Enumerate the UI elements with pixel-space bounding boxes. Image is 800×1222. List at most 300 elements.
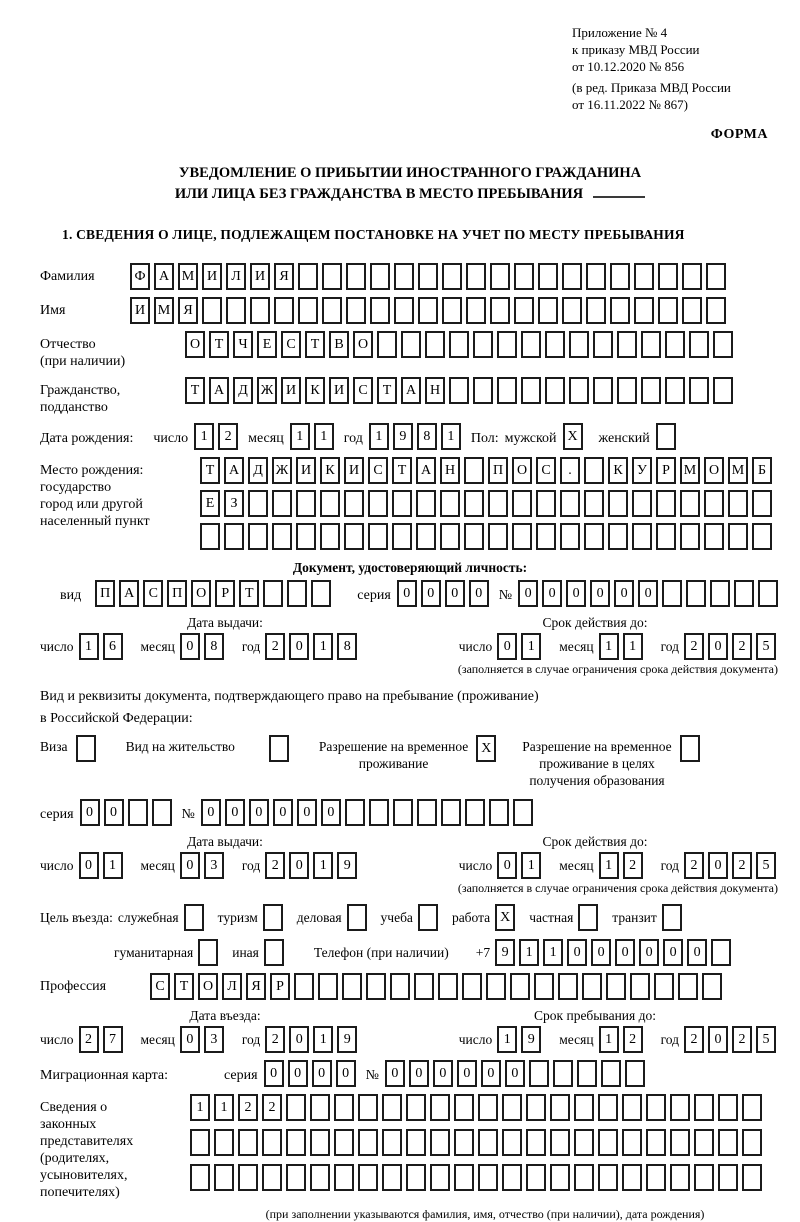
- form-cell[interactable]: С: [150, 973, 170, 1000]
- form-cell[interactable]: 0: [708, 1026, 728, 1053]
- form-cell[interactable]: [646, 1129, 666, 1156]
- form-cell[interactable]: [392, 490, 412, 517]
- form-cell[interactable]: [704, 490, 724, 517]
- form-cell[interactable]: [465, 799, 485, 826]
- form-cell[interactable]: [608, 490, 628, 517]
- form-cell[interactable]: [584, 490, 604, 517]
- form-cell[interactable]: [593, 331, 613, 358]
- form-cell[interactable]: А: [154, 263, 174, 290]
- form-cell[interactable]: Т: [209, 331, 229, 358]
- form-cell[interactable]: Я: [246, 973, 266, 1000]
- representatives-line1-input[interactable]: [190, 1094, 766, 1121]
- form-cell[interactable]: [497, 377, 517, 404]
- id-issue-day-input[interactable]: [79, 633, 127, 660]
- form-cell[interactable]: [641, 377, 661, 404]
- form-cell[interactable]: И: [344, 457, 364, 484]
- form-cell[interactable]: [512, 523, 532, 550]
- form-cell[interactable]: 1: [194, 423, 214, 450]
- form-cell[interactable]: [320, 523, 340, 550]
- form-cell[interactable]: X: [563, 423, 583, 450]
- form-cell[interactable]: [214, 1129, 234, 1156]
- form-cell[interactable]: 1: [521, 852, 541, 879]
- form-cell[interactable]: М: [154, 297, 174, 324]
- form-cell[interactable]: [569, 377, 589, 404]
- form-cell[interactable]: [569, 331, 589, 358]
- form-cell[interactable]: 1: [214, 1094, 234, 1121]
- form-cell[interactable]: [250, 297, 270, 324]
- form-cell[interactable]: [682, 263, 702, 290]
- form-cell[interactable]: 1: [599, 852, 619, 879]
- id-doc-number-input[interactable]: [518, 580, 782, 607]
- form-cell[interactable]: И: [250, 263, 270, 290]
- form-cell[interactable]: [200, 523, 220, 550]
- form-cell[interactable]: [662, 580, 682, 607]
- form-cell[interactable]: 0: [457, 1060, 477, 1087]
- form-cell[interactable]: [368, 490, 388, 517]
- form-cell[interactable]: [538, 297, 558, 324]
- form-cell[interactable]: [296, 523, 316, 550]
- form-cell[interactable]: М: [680, 457, 700, 484]
- form-cell[interactable]: 1: [190, 1094, 210, 1121]
- form-cell[interactable]: [574, 1164, 594, 1191]
- form-cell[interactable]: [298, 297, 318, 324]
- form-cell[interactable]: [514, 263, 534, 290]
- form-cell[interactable]: У: [632, 457, 652, 484]
- firstname-input[interactable]: [130, 297, 730, 324]
- surname-input[interactable]: [130, 263, 730, 290]
- form-cell[interactable]: 0: [708, 633, 728, 660]
- form-cell[interactable]: Т: [200, 457, 220, 484]
- form-cell[interactable]: [430, 1164, 450, 1191]
- form-cell[interactable]: [128, 799, 148, 826]
- form-cell[interactable]: 9: [337, 1026, 357, 1053]
- form-cell[interactable]: С: [368, 457, 388, 484]
- form-cell[interactable]: 5: [756, 1026, 776, 1053]
- form-cell[interactable]: 0: [80, 799, 100, 826]
- form-cell[interactable]: [466, 297, 486, 324]
- form-cell[interactable]: Ж: [272, 457, 292, 484]
- form-cell[interactable]: [586, 297, 606, 324]
- citizenship-input[interactable]: [185, 377, 737, 404]
- form-cell[interactable]: [728, 523, 748, 550]
- form-cell[interactable]: Т: [185, 377, 205, 404]
- temp-permit-edu-checkbox[interactable]: [680, 733, 704, 762]
- form-cell[interactable]: 1: [543, 939, 563, 966]
- form-cell[interactable]: [198, 939, 218, 966]
- form-cell[interactable]: О: [512, 457, 532, 484]
- form-cell[interactable]: [478, 1164, 498, 1191]
- form-cell[interactable]: 0: [639, 939, 659, 966]
- id-issue-year-input[interactable]: [265, 633, 361, 660]
- form-cell[interactable]: [577, 1060, 597, 1087]
- form-cell[interactable]: [713, 377, 733, 404]
- form-cell[interactable]: [190, 1129, 210, 1156]
- form-cell[interactable]: Ф: [130, 263, 150, 290]
- form-cell[interactable]: Р: [215, 580, 235, 607]
- form-cell[interactable]: 2: [623, 1026, 643, 1053]
- profession-input[interactable]: [150, 973, 726, 1000]
- form-cell[interactable]: [358, 1094, 378, 1121]
- form-cell[interactable]: [656, 423, 676, 450]
- patronymic-input[interactable]: [185, 331, 737, 358]
- form-cell[interactable]: 8: [417, 423, 437, 450]
- form-cell[interactable]: [710, 580, 730, 607]
- form-cell[interactable]: [578, 904, 598, 931]
- form-cell[interactable]: 1: [103, 852, 123, 879]
- form-cell[interactable]: [658, 263, 678, 290]
- form-cell[interactable]: [562, 297, 582, 324]
- form-cell[interactable]: 1: [79, 633, 99, 660]
- form-cell[interactable]: [377, 331, 397, 358]
- form-cell[interactable]: [263, 904, 283, 931]
- form-cell[interactable]: [622, 1094, 642, 1121]
- form-cell[interactable]: [294, 973, 314, 1000]
- form-cell[interactable]: [502, 1164, 522, 1191]
- form-cell[interactable]: [490, 297, 510, 324]
- form-cell[interactable]: [718, 1094, 738, 1121]
- form-cell[interactable]: [617, 377, 637, 404]
- form-cell[interactable]: [562, 263, 582, 290]
- form-cell[interactable]: [334, 1094, 354, 1121]
- form-cell[interactable]: 1: [441, 423, 461, 450]
- form-cell[interactable]: [593, 377, 613, 404]
- form-cell[interactable]: 5: [756, 852, 776, 879]
- form-cell[interactable]: [370, 297, 390, 324]
- form-cell[interactable]: 0: [433, 1060, 453, 1087]
- form-cell[interactable]: [617, 331, 637, 358]
- form-cell[interactable]: [706, 297, 726, 324]
- stay-doc-series-input[interactable]: [80, 799, 176, 826]
- form-cell[interactable]: 2: [684, 852, 704, 879]
- form-cell[interactable]: [370, 263, 390, 290]
- form-cell[interactable]: [658, 297, 678, 324]
- form-cell[interactable]: [202, 297, 222, 324]
- form-cell[interactable]: [686, 580, 706, 607]
- representatives-line2-input[interactable]: [190, 1129, 766, 1156]
- purpose-humanitarian-checkbox[interactable]: [198, 939, 222, 966]
- form-cell[interactable]: [529, 1060, 549, 1087]
- form-cell[interactable]: [502, 1129, 522, 1156]
- form-cell[interactable]: [680, 523, 700, 550]
- form-cell[interactable]: [454, 1094, 474, 1121]
- form-cell[interactable]: [238, 1129, 258, 1156]
- form-cell[interactable]: [742, 1094, 762, 1121]
- purpose-tourism-checkbox[interactable]: [263, 904, 287, 931]
- form-cell[interactable]: [406, 1164, 426, 1191]
- migration-card-series-input[interactable]: [264, 1060, 360, 1087]
- form-cell[interactable]: [574, 1129, 594, 1156]
- form-cell[interactable]: 0: [687, 939, 707, 966]
- form-cell[interactable]: 7: [103, 1026, 123, 1053]
- form-cell[interactable]: 0: [288, 1060, 308, 1087]
- form-cell[interactable]: [425, 331, 445, 358]
- entry-day-input[interactable]: [79, 1026, 127, 1053]
- form-cell[interactable]: [646, 1164, 666, 1191]
- form-cell[interactable]: [634, 297, 654, 324]
- form-cell[interactable]: [534, 973, 554, 1000]
- form-cell[interactable]: [382, 1094, 402, 1121]
- form-cell[interactable]: [320, 490, 340, 517]
- form-cell[interactable]: [269, 735, 289, 762]
- form-cell[interactable]: [634, 263, 654, 290]
- form-cell[interactable]: [622, 1129, 642, 1156]
- form-cell[interactable]: [248, 490, 268, 517]
- form-cell[interactable]: 6: [103, 633, 123, 660]
- form-cell[interactable]: 9: [495, 939, 515, 966]
- form-cell[interactable]: П: [167, 580, 187, 607]
- form-cell[interactable]: [606, 973, 626, 1000]
- form-cell[interactable]: 0: [321, 799, 341, 826]
- form-cell[interactable]: [678, 973, 698, 1000]
- form-cell[interactable]: Я: [178, 297, 198, 324]
- form-cell[interactable]: 0: [445, 580, 465, 607]
- form-cell[interactable]: [414, 973, 434, 1000]
- form-cell[interactable]: 2: [265, 852, 285, 879]
- form-cell[interactable]: [545, 331, 565, 358]
- form-cell[interactable]: [656, 490, 676, 517]
- form-cell[interactable]: 0: [469, 580, 489, 607]
- form-cell[interactable]: [610, 263, 630, 290]
- form-cell[interactable]: [680, 735, 700, 762]
- form-cell[interactable]: Д: [248, 457, 268, 484]
- form-cell[interactable]: [718, 1164, 738, 1191]
- form-cell[interactable]: И: [202, 263, 222, 290]
- form-cell[interactable]: [521, 377, 541, 404]
- form-cell[interactable]: [416, 490, 436, 517]
- form-cell[interactable]: [418, 297, 438, 324]
- form-cell[interactable]: С: [281, 331, 301, 358]
- form-cell[interactable]: [430, 1129, 450, 1156]
- form-cell[interactable]: М: [728, 457, 748, 484]
- form-cell[interactable]: [449, 331, 469, 358]
- form-cell[interactable]: [632, 523, 652, 550]
- form-cell[interactable]: [214, 1164, 234, 1191]
- form-cell[interactable]: [248, 523, 268, 550]
- form-cell[interactable]: [264, 939, 284, 966]
- form-cell[interactable]: [366, 973, 386, 1000]
- id-doc-series-input[interactable]: [397, 580, 493, 607]
- form-cell[interactable]: К: [305, 377, 325, 404]
- form-cell[interactable]: 0: [312, 1060, 332, 1087]
- stay-valid-day-input[interactable]: [497, 852, 545, 879]
- form-cell[interactable]: Л: [222, 973, 242, 1000]
- form-cell[interactable]: [263, 580, 283, 607]
- form-cell[interactable]: [553, 1060, 573, 1087]
- form-cell[interactable]: [625, 1060, 645, 1087]
- form-cell[interactable]: [274, 297, 294, 324]
- id-valid-year-input[interactable]: [684, 633, 780, 660]
- form-cell[interactable]: [298, 263, 318, 290]
- form-cell[interactable]: [238, 1164, 258, 1191]
- form-cell[interactable]: 0: [289, 1026, 309, 1053]
- form-cell[interactable]: 1: [313, 852, 333, 879]
- form-cell[interactable]: [344, 523, 364, 550]
- form-cell[interactable]: [76, 735, 96, 762]
- form-cell[interactable]: [478, 1129, 498, 1156]
- form-cell[interactable]: [526, 1094, 546, 1121]
- form-cell[interactable]: [369, 799, 389, 826]
- form-cell[interactable]: [272, 490, 292, 517]
- form-cell[interactable]: [310, 1164, 330, 1191]
- form-cell[interactable]: 0: [180, 1026, 200, 1053]
- form-cell[interactable]: [464, 523, 484, 550]
- form-cell[interactable]: [345, 799, 365, 826]
- form-cell[interactable]: О: [191, 580, 211, 607]
- form-cell[interactable]: 1: [313, 1026, 333, 1053]
- form-cell[interactable]: 0: [289, 633, 309, 660]
- form-cell[interactable]: Т: [392, 457, 412, 484]
- form-cell[interactable]: [689, 331, 709, 358]
- form-cell[interactable]: М: [178, 263, 198, 290]
- form-cell[interactable]: [704, 523, 724, 550]
- purpose-business-checkbox[interactable]: [347, 904, 371, 931]
- form-cell[interactable]: К: [608, 457, 628, 484]
- id-issue-month-input[interactable]: [180, 633, 228, 660]
- form-cell[interactable]: [440, 523, 460, 550]
- form-cell[interactable]: 0: [497, 852, 517, 879]
- form-cell[interactable]: [752, 523, 772, 550]
- form-cell[interactable]: [310, 1129, 330, 1156]
- form-cell[interactable]: [610, 297, 630, 324]
- form-cell[interactable]: [441, 799, 461, 826]
- form-cell[interactable]: [752, 490, 772, 517]
- form-cell[interactable]: [310, 1094, 330, 1121]
- form-cell[interactable]: К: [320, 457, 340, 484]
- migration-card-number-input[interactable]: [385, 1060, 649, 1087]
- form-cell[interactable]: [440, 490, 460, 517]
- form-cell[interactable]: [286, 1164, 306, 1191]
- form-cell[interactable]: [296, 490, 316, 517]
- sex-male-checkbox[interactable]: [563, 423, 587, 450]
- form-cell[interactable]: [382, 1164, 402, 1191]
- form-cell[interactable]: [478, 1094, 498, 1121]
- form-cell[interactable]: А: [416, 457, 436, 484]
- form-cell[interactable]: [713, 331, 733, 358]
- form-cell[interactable]: [502, 1094, 522, 1121]
- form-cell[interactable]: [262, 1164, 282, 1191]
- form-cell[interactable]: [286, 1129, 306, 1156]
- form-cell[interactable]: 2: [732, 852, 752, 879]
- form-cell[interactable]: Р: [656, 457, 676, 484]
- form-cell[interactable]: [521, 331, 541, 358]
- form-cell[interactable]: [598, 1164, 618, 1191]
- form-cell[interactable]: И: [130, 297, 150, 324]
- form-cell[interactable]: X: [476, 735, 496, 762]
- form-cell[interactable]: 0: [336, 1060, 356, 1087]
- purpose-other-checkbox[interactable]: [264, 939, 288, 966]
- form-cell[interactable]: О: [353, 331, 373, 358]
- form-cell[interactable]: Я: [274, 263, 294, 290]
- sex-female-checkbox[interactable]: [656, 423, 680, 450]
- form-cell[interactable]: [226, 297, 246, 324]
- stay-doc-number-input[interactable]: [201, 799, 537, 826]
- form-cell[interactable]: 1: [623, 633, 643, 660]
- form-cell[interactable]: [550, 1164, 570, 1191]
- form-cell[interactable]: Е: [257, 331, 277, 358]
- form-cell[interactable]: 1: [521, 633, 541, 660]
- form-cell[interactable]: С: [536, 457, 556, 484]
- visa-checkbox[interactable]: [76, 733, 100, 762]
- form-cell[interactable]: 0: [567, 939, 587, 966]
- form-cell[interactable]: 0: [397, 580, 417, 607]
- form-cell[interactable]: [454, 1164, 474, 1191]
- form-cell[interactable]: [464, 490, 484, 517]
- form-cell[interactable]: 0: [409, 1060, 429, 1087]
- form-cell[interactable]: [358, 1129, 378, 1156]
- form-cell[interactable]: [670, 1129, 690, 1156]
- form-cell[interactable]: [608, 523, 628, 550]
- form-cell[interactable]: [466, 263, 486, 290]
- stay-issue-year-input[interactable]: [265, 852, 361, 879]
- form-cell[interactable]: [358, 1164, 378, 1191]
- form-cell[interactable]: О: [198, 973, 218, 1000]
- form-cell[interactable]: [368, 523, 388, 550]
- form-cell[interactable]: [689, 377, 709, 404]
- form-cell[interactable]: 0: [638, 580, 658, 607]
- form-cell[interactable]: [630, 973, 650, 1000]
- form-cell[interactable]: 2: [218, 423, 238, 450]
- form-cell[interactable]: [473, 331, 493, 358]
- form-cell[interactable]: 0: [225, 799, 245, 826]
- form-cell[interactable]: П: [488, 457, 508, 484]
- form-cell[interactable]: [190, 1164, 210, 1191]
- form-cell[interactable]: [702, 973, 722, 1000]
- form-cell[interactable]: [454, 1129, 474, 1156]
- form-cell[interactable]: [694, 1094, 714, 1121]
- form-cell[interactable]: [662, 904, 682, 931]
- form-cell[interactable]: [598, 1094, 618, 1121]
- form-cell[interactable]: И: [281, 377, 301, 404]
- form-cell[interactable]: В: [329, 331, 349, 358]
- form-cell[interactable]: 2: [238, 1094, 258, 1121]
- form-cell[interactable]: С: [143, 580, 163, 607]
- purpose-transit-checkbox[interactable]: [662, 904, 686, 931]
- form-cell[interactable]: [473, 377, 493, 404]
- form-cell[interactable]: [418, 263, 438, 290]
- purpose-work-checkbox[interactable]: [495, 904, 519, 931]
- form-cell[interactable]: [598, 1129, 618, 1156]
- form-cell[interactable]: [287, 580, 307, 607]
- form-cell[interactable]: 2: [265, 633, 285, 660]
- form-cell[interactable]: Ж: [257, 377, 277, 404]
- purpose-private-checkbox[interactable]: [578, 904, 602, 931]
- stay-valid-month-input[interactable]: [599, 852, 647, 879]
- form-cell[interactable]: [262, 1129, 282, 1156]
- form-cell[interactable]: [545, 377, 565, 404]
- form-cell[interactable]: [526, 1164, 546, 1191]
- form-cell[interactable]: [462, 973, 482, 1000]
- form-cell[interactable]: [584, 523, 604, 550]
- form-cell[interactable]: 0: [249, 799, 269, 826]
- form-cell[interactable]: Ч: [233, 331, 253, 358]
- form-cell[interactable]: [670, 1094, 690, 1121]
- birth-place-line1-input[interactable]: [200, 457, 776, 484]
- form-cell[interactable]: [742, 1129, 762, 1156]
- form-cell[interactable]: [392, 523, 412, 550]
- form-cell[interactable]: [656, 523, 676, 550]
- form-cell[interactable]: [758, 580, 778, 607]
- form-cell[interactable]: [401, 331, 421, 358]
- form-cell[interactable]: [680, 490, 700, 517]
- form-cell[interactable]: [694, 1129, 714, 1156]
- form-cell[interactable]: 0: [663, 939, 683, 966]
- form-cell[interactable]: О: [185, 331, 205, 358]
- form-cell[interactable]: [682, 297, 702, 324]
- form-cell[interactable]: 0: [708, 852, 728, 879]
- form-cell[interactable]: 2: [732, 633, 752, 660]
- form-cell[interactable]: Д: [233, 377, 253, 404]
- residence-permit-checkbox[interactable]: [269, 733, 293, 762]
